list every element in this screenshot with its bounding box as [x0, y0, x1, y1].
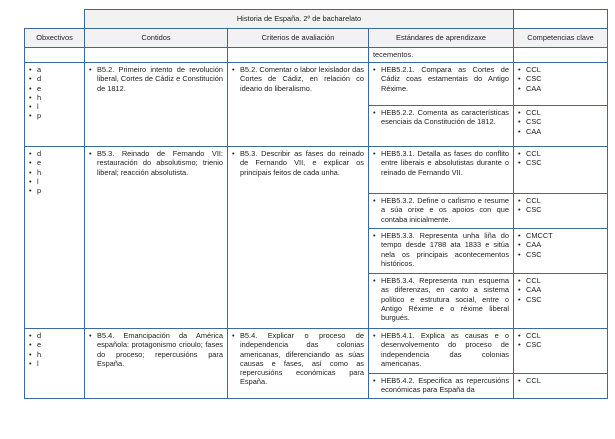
list-item: • B5.4. Explicar o proceso de independencia das colonias americanas, diferenciando as súas causas e fases, así como as repercusións económicas para España. — [240, 331, 364, 387]
standard-cell — [369, 274, 514, 329]
competences-cell — [514, 194, 608, 229]
competences-cell — [514, 229, 608, 274]
list-item: • p — [37, 186, 80, 195]
standard-cell — [369, 106, 514, 147]
table-title: Historia de España. 2º de bacharelato — [85, 10, 514, 29]
list-item: • l — [37, 102, 80, 111]
objectives-cell — [25, 329, 85, 399]
list-item: • CAA — [526, 240, 603, 249]
list-item: • p — [37, 111, 80, 120]
objectives-cell — [25, 63, 85, 147]
list-item: • CSC — [526, 250, 603, 259]
content-cell — [85, 147, 228, 329]
empty-cell — [25, 48, 85, 63]
list-item: • HEB5.3.1. Detalla as fases do conflito entre liberais e absolutistas durante o reinado de Fernando VII. — [381, 149, 509, 177]
standard-cell — [369, 63, 514, 106]
list-item: • HEB5.2.2. Comenta as características esenciais da Constitución de 1812. — [381, 108, 509, 127]
list-item: • HEB5.4.1. Explica as causas e o desenvolvemento do proceso de independencia das colonias americanas. — [381, 331, 509, 368]
header-blank-cell — [514, 10, 608, 29]
curriculum-table — [24, 9, 608, 399]
list-item: • CCL — [526, 196, 603, 205]
standard-cell — [369, 329, 514, 374]
list-item: • CAA — [526, 127, 603, 136]
objectives-list — [29, 149, 80, 195]
table-row — [25, 63, 608, 106]
list-item: • CSC — [526, 74, 603, 83]
criterion-cell — [228, 63, 369, 147]
column-header-competences: Competencias clave — [514, 29, 608, 48]
list-item: • d — [37, 149, 80, 158]
list-item: • CAA — [526, 84, 603, 93]
list-item: • d — [37, 331, 80, 340]
list-item: • CCL — [526, 331, 603, 340]
table-row — [25, 329, 608, 374]
empty-cell — [85, 48, 228, 63]
list-item: • e — [37, 158, 80, 167]
column-header-criteria: Criterios de avaliación — [228, 29, 369, 48]
list-item: • B5.2. Comentar o labor lexislador das Cortes de Cádiz, en relación co ideario do liberalismo. — [240, 65, 364, 93]
list-item: • HEB5.2.1. Compara as Cortes de Cádiz coas estamentais do Antigo Réxime. — [381, 65, 509, 93]
list-item: • CSC — [526, 295, 603, 304]
list-item: • e — [37, 340, 80, 349]
empty-cell — [228, 48, 369, 63]
table-row — [25, 48, 608, 63]
list-item: • e — [37, 84, 80, 93]
list-item: • B5.4. Emancipación da América española: protagonismo crioulo; fases do proceso; repercusións para España. — [97, 331, 223, 368]
criterion-cell — [228, 329, 369, 399]
list-item: • h — [37, 93, 80, 102]
column-header-standards: Estándares de aprendizaxe — [369, 29, 514, 48]
list-item: • CSC — [526, 205, 603, 214]
list-item: • CAA — [526, 285, 603, 294]
list-item: • CSC — [526, 117, 603, 126]
standard-cell — [369, 374, 514, 399]
list-item: • l — [37, 177, 80, 186]
competences-cell — [514, 374, 608, 399]
list-item: • CMCCT — [526, 231, 603, 240]
list-item: • CCL — [526, 65, 603, 74]
list-item: • a — [37, 65, 80, 74]
list-item: • HEB5.3.4. Representa nun esquema as diferenzas, en canto a sistema político e estrutura social, entre o Antigo Réxime e o réxime liberal burgués. — [381, 276, 509, 322]
list-item: • B5.3. Reinado de Fernando VII: restauración do absolutismo; trienio liberal; reacción absolutista. — [97, 149, 223, 177]
competences-cell — [514, 147, 608, 194]
list-item: • HEB5.3.2. Define o carlismo e resume a súa orixe e os apoios con que contaba inicialmente. — [381, 196, 509, 224]
objectives-list — [29, 331, 80, 368]
standard-cell: tecementos. — [369, 48, 514, 63]
objectives-cell — [25, 147, 85, 329]
list-item: • CCL — [526, 376, 603, 385]
competences-cell — [514, 274, 608, 329]
objectives-list — [29, 65, 80, 121]
standard-cell — [369, 194, 514, 229]
content-cell — [85, 329, 228, 399]
content-cell — [85, 63, 228, 147]
list-item: • HEB5.4.2. Especifica as repercusións económicas para España da — [381, 376, 509, 395]
list-item: • CCL — [526, 276, 603, 285]
list-item: • B5.2. Primeiro intento de revolución liberal, Cortes de Cádiz e Constitución de 1812. — [97, 65, 223, 93]
list-item: • CCL — [526, 108, 603, 117]
competences-cell — [514, 106, 608, 147]
list-item: • l — [37, 359, 80, 368]
list-item: • h — [37, 168, 80, 177]
empty-cell — [514, 48, 608, 63]
competences-cell — [514, 63, 608, 106]
list-item: • CSC — [526, 340, 603, 349]
competences-cell — [514, 329, 608, 374]
list-item: • h — [37, 350, 80, 359]
criterion-cell — [228, 147, 369, 329]
list-item: • CSC — [526, 158, 603, 167]
table-row — [25, 147, 608, 194]
list-item: • HEB5.3.3. Representa unha liña do tempo desde 1788 ata 1833 e sitúa nela os principais acontecementos históricos. — [381, 231, 509, 268]
list-item: • CCL — [526, 149, 603, 158]
column-header-contents: Contidos — [85, 29, 228, 48]
column-header-objectives: Obxectivos — [25, 29, 85, 48]
standard-cell — [369, 229, 514, 274]
standard-cell — [369, 147, 514, 194]
list-item: • B5.3. Describir as fases do reinado de Fernando VII, e explicar os principais feitos de cada unha. — [240, 149, 364, 177]
header-blank-cell — [25, 10, 85, 29]
list-item: • d — [37, 74, 80, 83]
